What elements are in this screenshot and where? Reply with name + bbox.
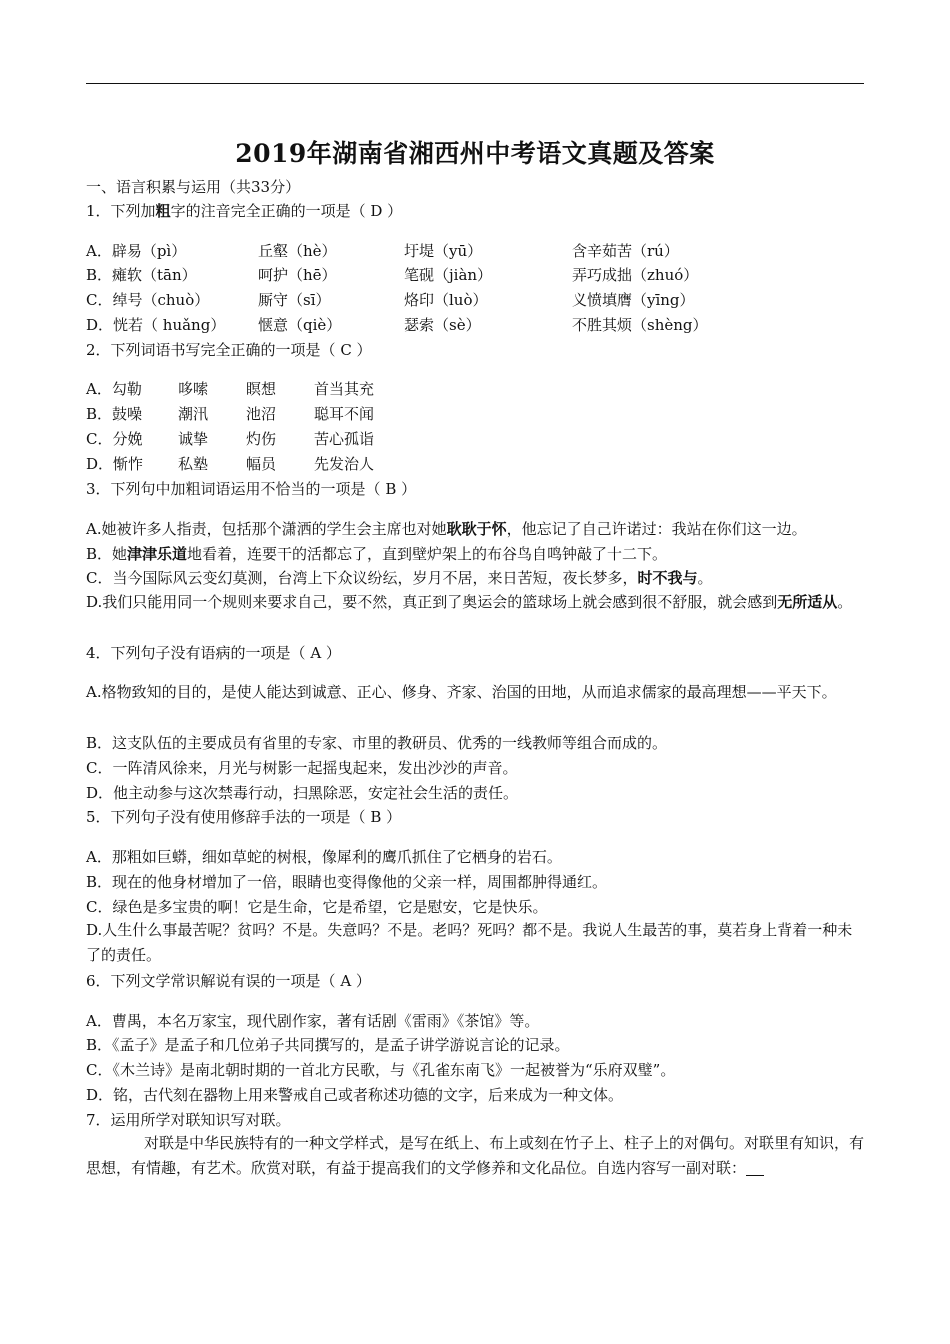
q6-option-a: A．曹禺，本名万家宝，现代剧作家，著有话剧《雷雨》《茶馆》等。 xyxy=(86,1012,540,1030)
q2-b4: 聪耳不闻 xyxy=(314,405,375,423)
q2-b1: B．鼓噪 xyxy=(86,405,143,423)
q2-a1: A．勾勒 xyxy=(86,380,142,398)
q3-option-a: A.她被许多人指责，包括那个潇洒的学生会主席也对她耿耿于怀，他忘记了自己许诺过：我站在你们这一边。 xyxy=(86,520,807,538)
q1-a2: 丘壑（hè） xyxy=(258,242,337,260)
q2-c4: 苦心孤诣 xyxy=(314,430,375,448)
q2-d4: 先发治人 xyxy=(314,455,375,473)
q6-option-c: C．《木兰诗》是南北朝时期的一首北方民歌，与《孔雀东南飞》一起被誉为“乐府双璧”。 xyxy=(86,1061,676,1079)
answer-blank[interactable] xyxy=(746,1161,764,1176)
q1-a1: A．辟易（pì） xyxy=(86,242,187,260)
q2-c1: C．分娩 xyxy=(86,430,143,448)
q1-d2: 惬意（qiè） xyxy=(258,316,342,334)
section-heading: 一、语言积累与运用（共33分） xyxy=(86,178,301,196)
q7-paragraph: 对联是中华民族特有的一种文学样式，是写在纸上、布上或刻在竹子上、柱子上的对偶句。对联里有知识，有思想，有情趣，有艺术。欣赏对联，有益于提高我们的文学修养和文化品位。自选内容写一副对联： xyxy=(86,1134,865,1177)
q5-option-b: B．现在的他身材增加了一倍，眼睛也变得像他的父亲一样，周围都肿得通红。 xyxy=(86,873,608,891)
q2-c2: 诚挚 xyxy=(178,430,209,448)
question-5-stem: 5．下列句子没有使用修辞手法的一项是（ B ） xyxy=(86,808,402,826)
header-rule xyxy=(86,83,864,84)
q2-c3: 灼伤 xyxy=(246,430,277,448)
question-2-stem: 2．下列词语书写完全正确的一项是（ C ） xyxy=(86,341,372,359)
q2-b3: 池沼 xyxy=(246,405,277,423)
q1-c1: C．绰号（chuò） xyxy=(86,291,210,309)
question-7-stem: 7．运用所学对联知识写对联。 xyxy=(86,1111,291,1129)
q1-c2: 厮守（sī） xyxy=(258,291,331,309)
q4-option-d: D．他主动参与这次禁毒行动，扫黑除恶，安定社会生活的责任。 xyxy=(86,784,519,802)
q1-a4: 含辛茹苦（rú） xyxy=(572,242,679,260)
q5-option-d: D.人生什么事最苦呢？贫吗？不是。失意吗？不是。老吗？死吗？都不是。我说人生最苦的事，莫若身上背着一种未了的责任。 xyxy=(86,921,853,964)
question-6-stem: 6．下列文学常识解说有误的一项是（ A ） xyxy=(86,972,371,990)
q2-d2: 私塾 xyxy=(178,455,209,473)
q3-option-d: D.我们只能用同一个规则来要求自己，要不然，真正到了奥运会的篮球场上就会感到很不舒服，就会感到无所适从。 xyxy=(86,593,853,611)
q6-option-d: D．铭，古代刻在器物上用来警戒自己或者称述功德的文字，后来成为一种文体。 xyxy=(86,1086,624,1104)
q2-d3: 幅员 xyxy=(246,455,277,473)
q1-a3: 圩堤（yū） xyxy=(404,242,483,260)
q5-option-c: C．绿色是多宝贵的啊！它是生命，它是希望，它是慰安，它是快乐。 xyxy=(86,898,548,916)
q6-option-b: B．《孟子》是孟子和几位弟子共同撰写的，是孟子讲学游说言论的记录。 xyxy=(86,1036,570,1054)
q3-option-b: B．她津津乐道地看着，连要干的活都忘了，直到壁炉架上的布谷鸟自鸣钟敲了十二下。 xyxy=(86,545,668,563)
q2-a3: 瞑想 xyxy=(246,380,277,398)
q2-d1: D．惭怍 xyxy=(86,455,144,473)
q2-a4: 首当其充 xyxy=(314,380,375,398)
q1-d3: 瑟索（sè） xyxy=(404,316,481,334)
q1-c3: 烙印（luò） xyxy=(404,291,488,309)
q5-option-a: A．那粗如巨蟒，细如草蛇的树根，像犀利的鹰爪抓住了它栖身的岩石。 xyxy=(86,848,562,866)
q1-b3: 笔砚（jiàn） xyxy=(404,266,493,284)
q2-a2: 哆嗦 xyxy=(178,380,209,398)
question-3-stem: 3．下列句中加粗词语运用不恰当的一项是（ B ） xyxy=(86,480,417,498)
q1-c4: 义愤填膺（yīng） xyxy=(572,291,695,309)
question-1-stem: 1．下列加粗字的注音完全正确的一项是（ D ） xyxy=(86,202,403,220)
q4-option-c: C．一阵清风徐来，月光与树影一起摇曳起来，发出沙沙的声音。 xyxy=(86,759,518,777)
q1-b1: B．瘫软（tān） xyxy=(86,266,197,284)
question-4-stem: 4．下列句子没有语病的一项是（ A ） xyxy=(86,644,341,662)
q1-b4: 弄巧成拙（zhuó） xyxy=(572,266,699,284)
q4-option-a: A.格物致知的目的，是使人能达到诚意、正心、修身、齐家、治国的田地，从而追求儒家的最高理想——平天下。 xyxy=(86,683,837,701)
q2-b2: 潮汛 xyxy=(178,405,209,423)
q1-b2: 呵护（hē） xyxy=(258,266,337,284)
page-title: 2019年湖南省湘西州中考语文真题及答案 xyxy=(235,139,715,168)
q4-option-b: B．这支队伍的主要成员有省里的专家、市里的教研员、优秀的一线教师等组合而成的。 xyxy=(86,734,668,752)
q1-d4: 不胜其烦（shèng） xyxy=(572,316,708,334)
q1-d1: D．恍若（ huǎng） xyxy=(86,316,226,334)
q3-option-c: C．当今国际风云变幻莫测，台湾上下众议纷纭，岁月不居，来日苦短，夜长梦多，时不我与。 xyxy=(86,569,713,587)
